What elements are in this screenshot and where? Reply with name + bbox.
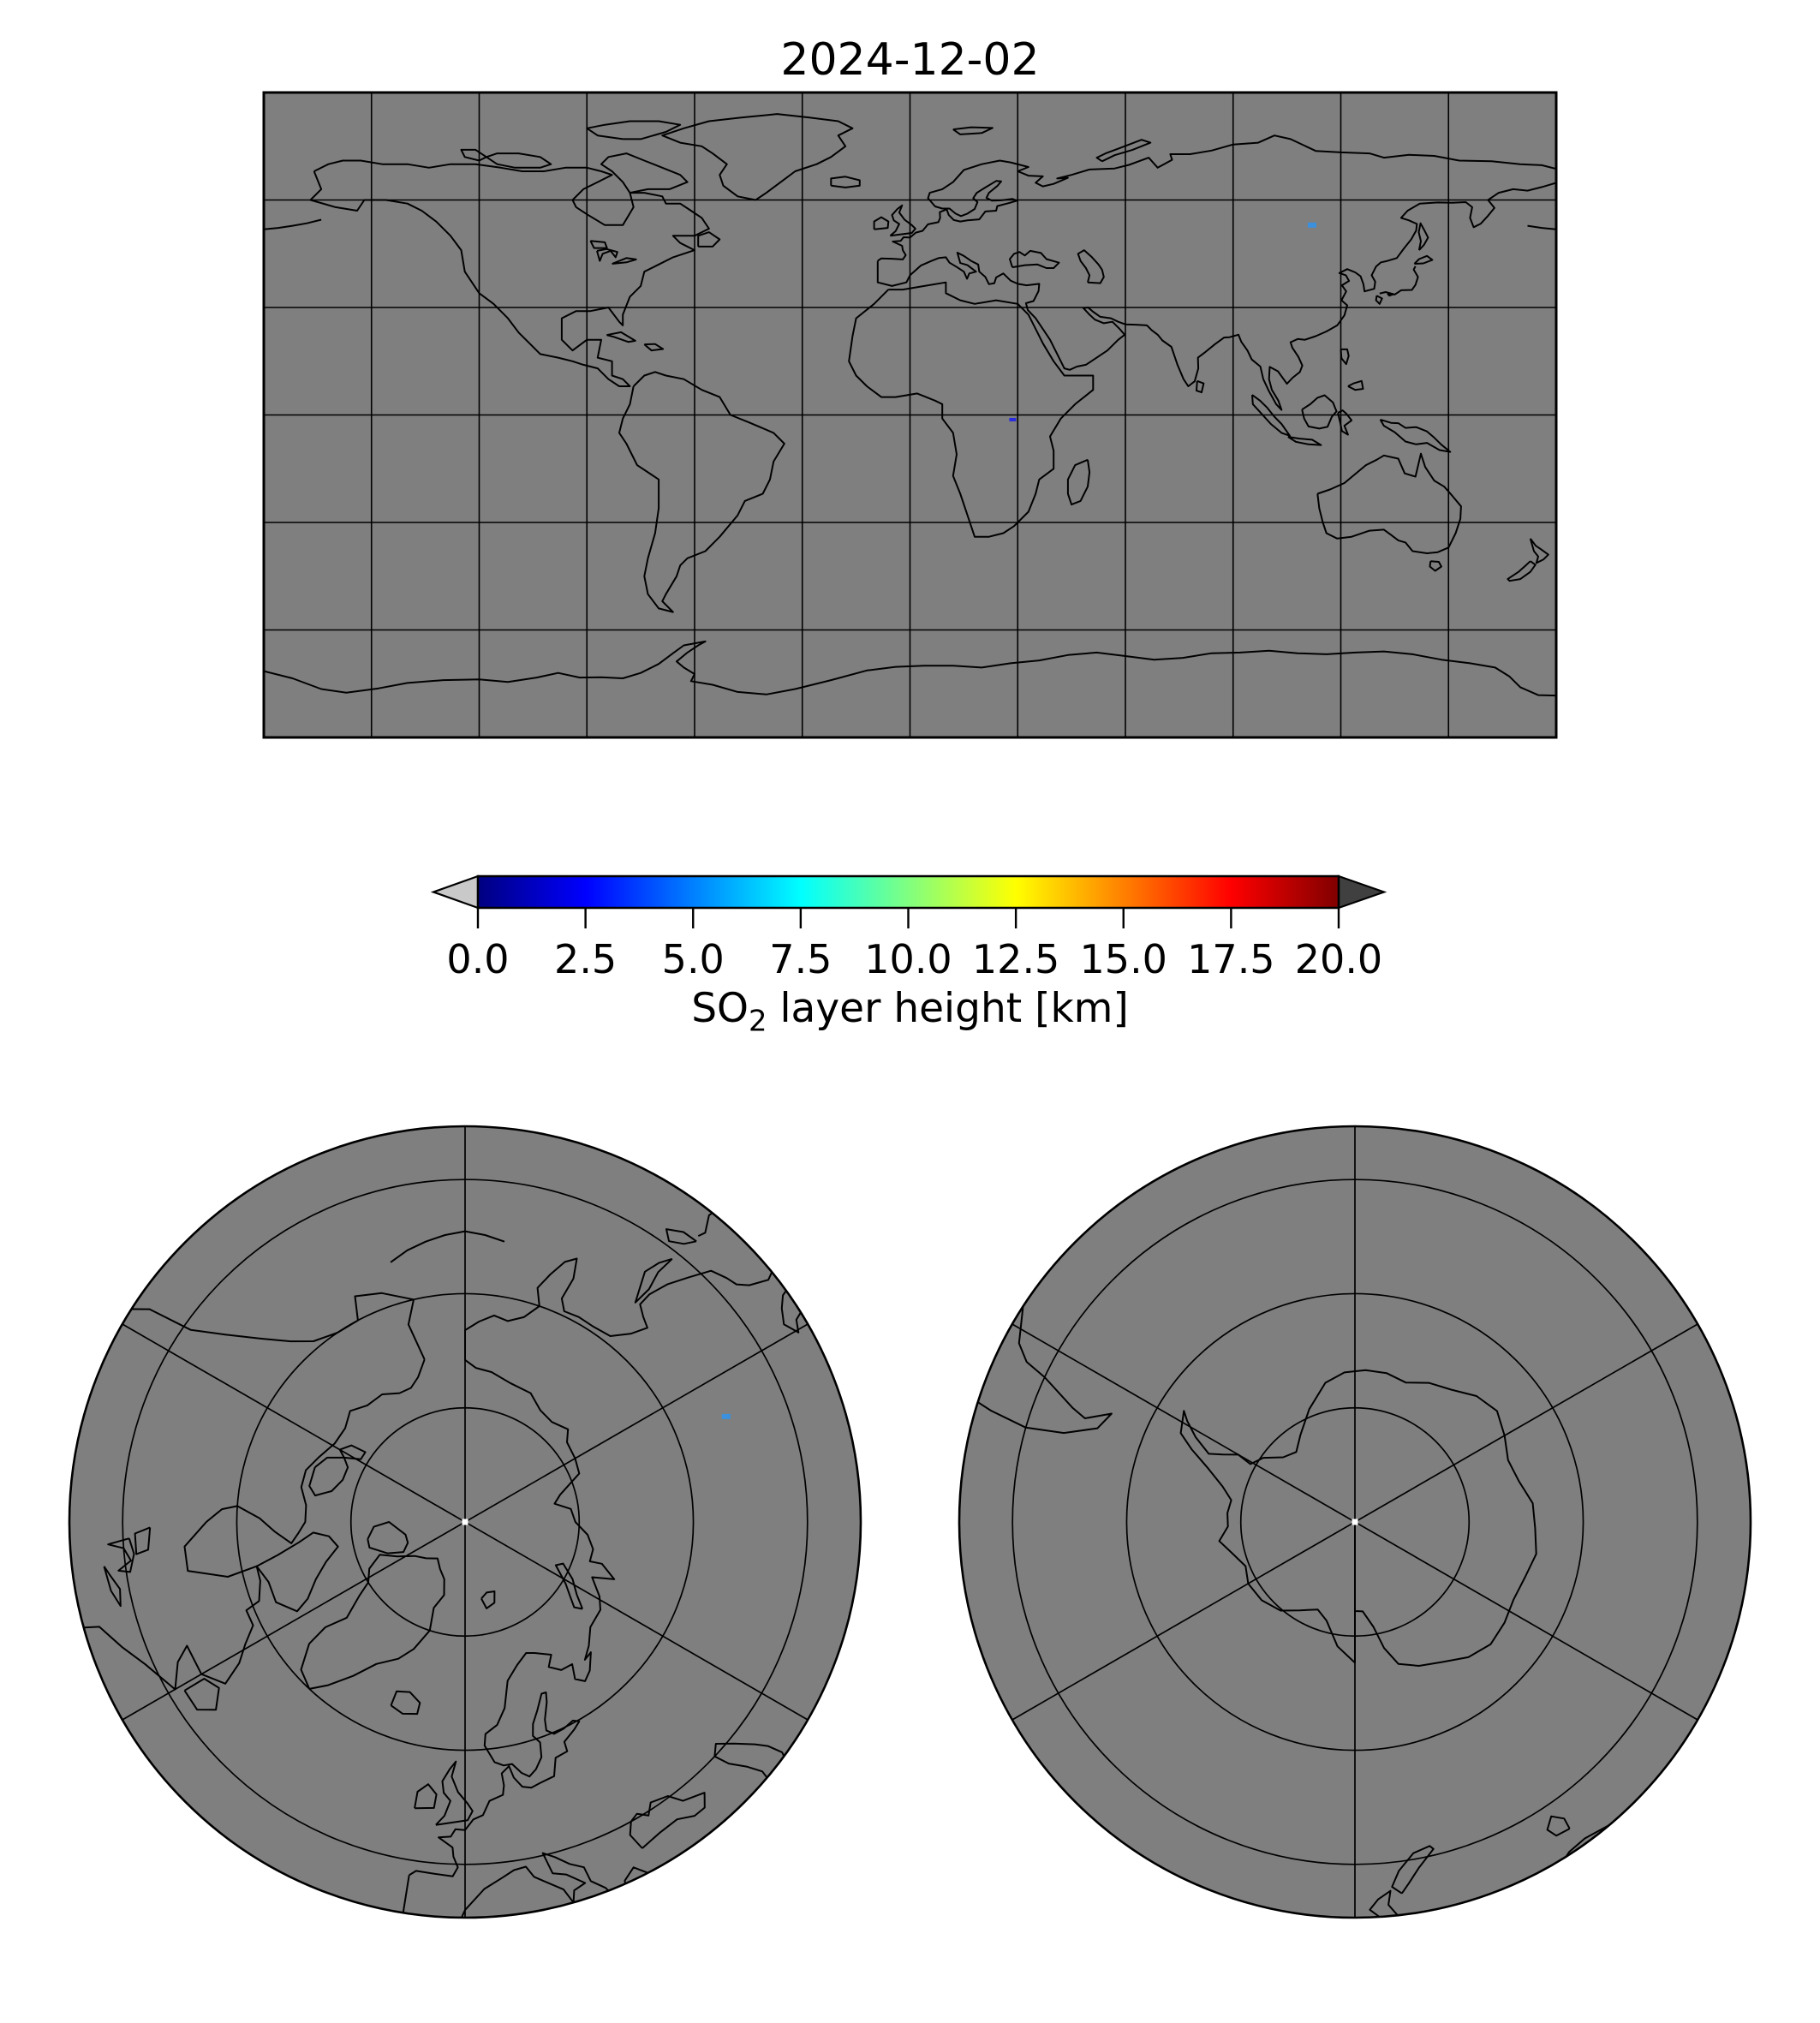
colorbar-under-arrow [433,876,478,908]
colorbar-tick-label: 2.5 [554,936,618,982]
colorbar-ticks [478,908,1339,928]
so2-detection [722,1414,731,1419]
colorbar-axis-label-post: layer height [km] [767,985,1129,1032]
colorbar-tick-label: 12.5 [971,936,1060,982]
colorbar-axis-label [264,985,1556,1037]
colorbar-tick-label: 15.0 [1079,936,1167,982]
figure-title: 2024-12-02 [780,34,1040,86]
north-polar-map-pole-marker [462,1519,468,1525]
colorbar-gradient [478,876,1339,908]
colorbar-tick-label: 10.0 [864,936,952,982]
colorbar-tick-label: 5.0 [661,936,725,982]
so2-detection [1308,223,1316,228]
colorbar-tick-label: 0.0 [446,936,510,982]
colorbar-tick-label: 7.5 [769,936,832,982]
so2-detection [1009,418,1016,421]
colorbar-axis-label-sub: 2 [749,1004,767,1038]
colorbar-tick-label: 17.5 [1187,936,1275,982]
colorbar-tick-label: 20.0 [1294,936,1383,982]
south-polar-map-pole-marker [1352,1519,1358,1525]
colorbar-over-arrow [1339,876,1384,908]
colorbar-axis-label-pre: SO [691,985,749,1032]
